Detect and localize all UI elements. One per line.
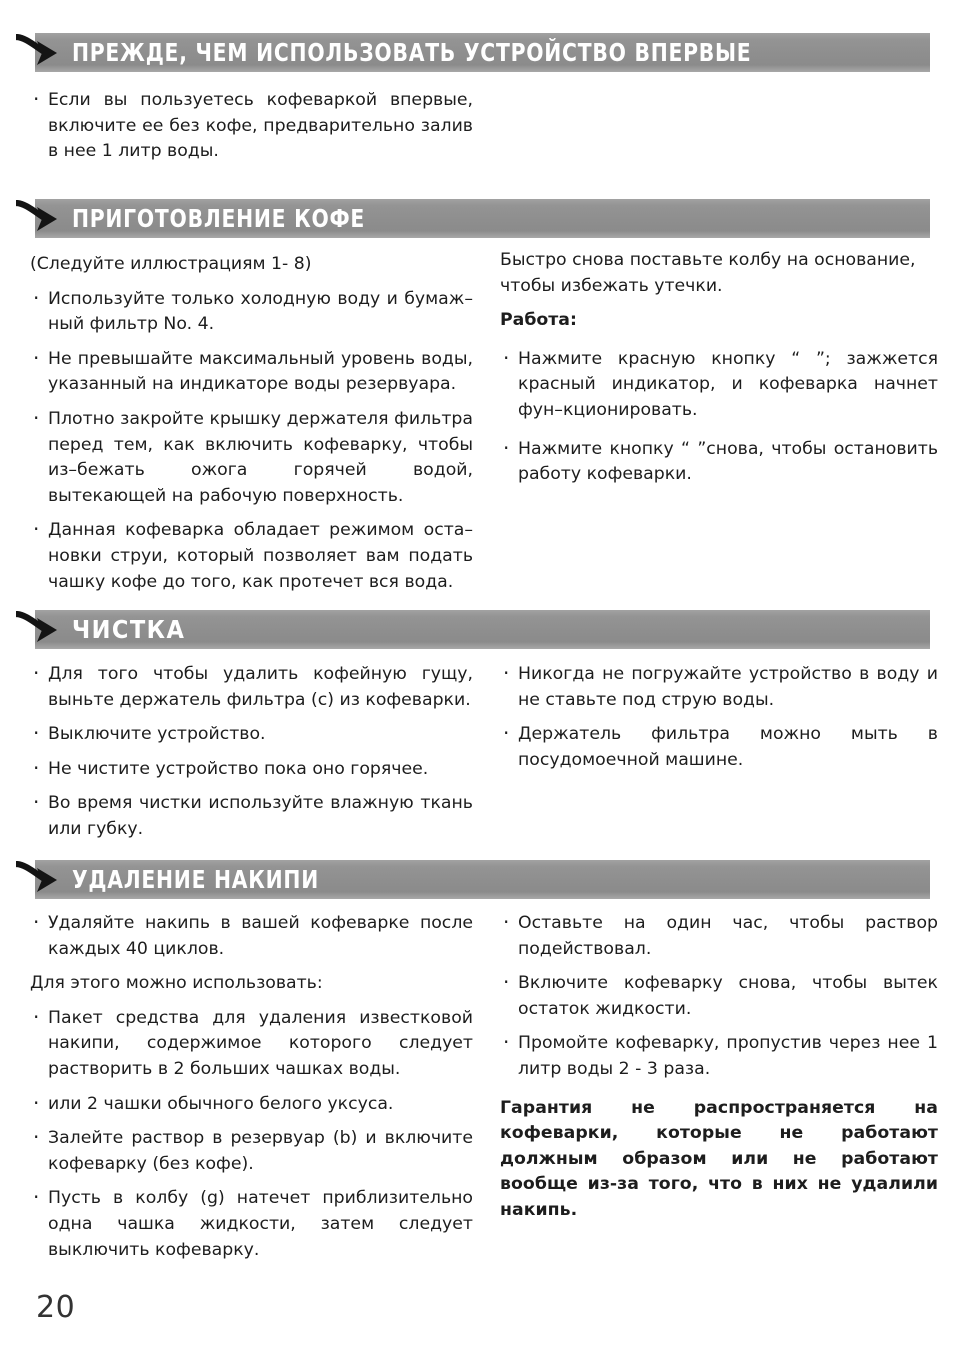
list-item: · Включите кофеварку снова, чтобы вытек остаток жидкости. bbox=[500, 971, 938, 1022]
list-item: · или 2 чашки обычного белого уксуса. bbox=[30, 1092, 473, 1118]
page-number: 20 bbox=[36, 1290, 76, 1325]
section-3-left-column bbox=[30, 662, 473, 843]
list-item: · Оставьте на один час, чтобы раствор подействовал. bbox=[500, 911, 938, 962]
list-item: · Плотно закройте крышку держателя фильтра перед тем, как включить кофеварку, чтобы из–бежать ожога горячей водой, вытекающей на рабочую поверхность. bbox=[30, 407, 473, 509]
list-item: · Держатель фильтра можно мыть в посудомоечной машине. bbox=[500, 722, 938, 773]
list-item: · Выключите устройство. bbox=[30, 722, 473, 748]
section-title: ЧИСТКА bbox=[72, 615, 186, 644]
section-header-cleaning bbox=[35, 610, 930, 649]
list-item: · Нажмите кнопку “ ”снова, чтобы остановить работу кофеварки. bbox=[500, 437, 938, 488]
list-item: · Никогда не погружайте устройство в воду и не ставьте под струю воды. bbox=[500, 662, 938, 713]
list-item: · Нажмите красную кнопку “ ”; зажжется красный индикатор, и кофеварка начнет фун–кционировать. bbox=[500, 347, 938, 424]
intro-text: (Следуйте иллюстрациям 1- 8) bbox=[30, 254, 312, 274]
continuation-text: Быстро снова поставьте колбу на основание, чтобы избежать утечки. bbox=[500, 250, 916, 296]
list-item: · Промойте кофеварку, пропустив через нее 1 литр воды 2 - 3 раза. bbox=[500, 1031, 938, 1082]
list-item: · Используйте только холодную воду и бумаж–ный фильтр No. 4. bbox=[30, 287, 473, 338]
list-item: · Удаляйте накипь в вашей кофеварке после каждых 40 циклов. bbox=[30, 911, 473, 962]
section-3-right-column bbox=[500, 662, 938, 773]
list-item: · Если вы пользуетесь кофеваркой впервые, включите ее без кофе, предварительно залив в нее 1 литр воды. bbox=[30, 88, 473, 165]
list-item: · Пусть в колбу (g) натечет приблизительно одна чашка жидкости, затем следует выключить кофеварку. bbox=[30, 1186, 473, 1263]
list-item: · Данная кофеварка обладает режимом оста–новки струи, который позволяет вам подать чашку кофе до того, как протечет вся вода. bbox=[30, 518, 473, 595]
section-4-right-column bbox=[500, 911, 938, 1224]
section-1-left-column bbox=[30, 88, 473, 165]
section-header-descaling bbox=[35, 860, 930, 899]
section-title: ПРЕЖДЕ, ЧЕМ ИСПОЛЬЗОВАТЬ УСТРОЙСТВО ВПЕРВЫЕ bbox=[72, 38, 752, 67]
intro-text: Для этого можно использовать: bbox=[30, 973, 323, 994]
list-item: · Пакет средства для удаления известковой накипи, содержимое которого следует растворить в 2 больших чашках воды. bbox=[30, 1006, 473, 1083]
list-item: · Для того чтобы удалить кофейную гущу, выньте держатель фильтра (c) из кофеварки. bbox=[30, 662, 473, 713]
section-2-right-column bbox=[500, 248, 938, 488]
list-item: · Залейте раствор в резервуар (b) и включите кофеварку (без кофе). bbox=[30, 1126, 473, 1177]
section-title: ПРИГОТОВЛЕНИЕ КОФЕ bbox=[72, 204, 366, 233]
section-header-coffee-preparation bbox=[35, 199, 930, 238]
list-item: · Не превышайте максимальный уровень воды, указанный на индикаторе воды резервуара. bbox=[30, 347, 473, 398]
subheading-operation: Работа: bbox=[500, 310, 577, 331]
section-title: УДАЛЕНИЕ НАКИПИ bbox=[72, 865, 319, 894]
section-header-before-first-use bbox=[35, 33, 930, 72]
list-item: · Во время чистки используйте влажную ткань или губку. bbox=[30, 791, 473, 842]
section-4-left-column bbox=[30, 911, 473, 1263]
list-item: · Не чистите устройство пока оно горячее. bbox=[30, 757, 473, 783]
section-2-left-column bbox=[30, 252, 473, 595]
warranty-notice: Гарантия не распространяется на кофеварки, которые не работают должным образом или не работают вообще из-за того, что в них не удалили накипь. bbox=[500, 1097, 938, 1220]
